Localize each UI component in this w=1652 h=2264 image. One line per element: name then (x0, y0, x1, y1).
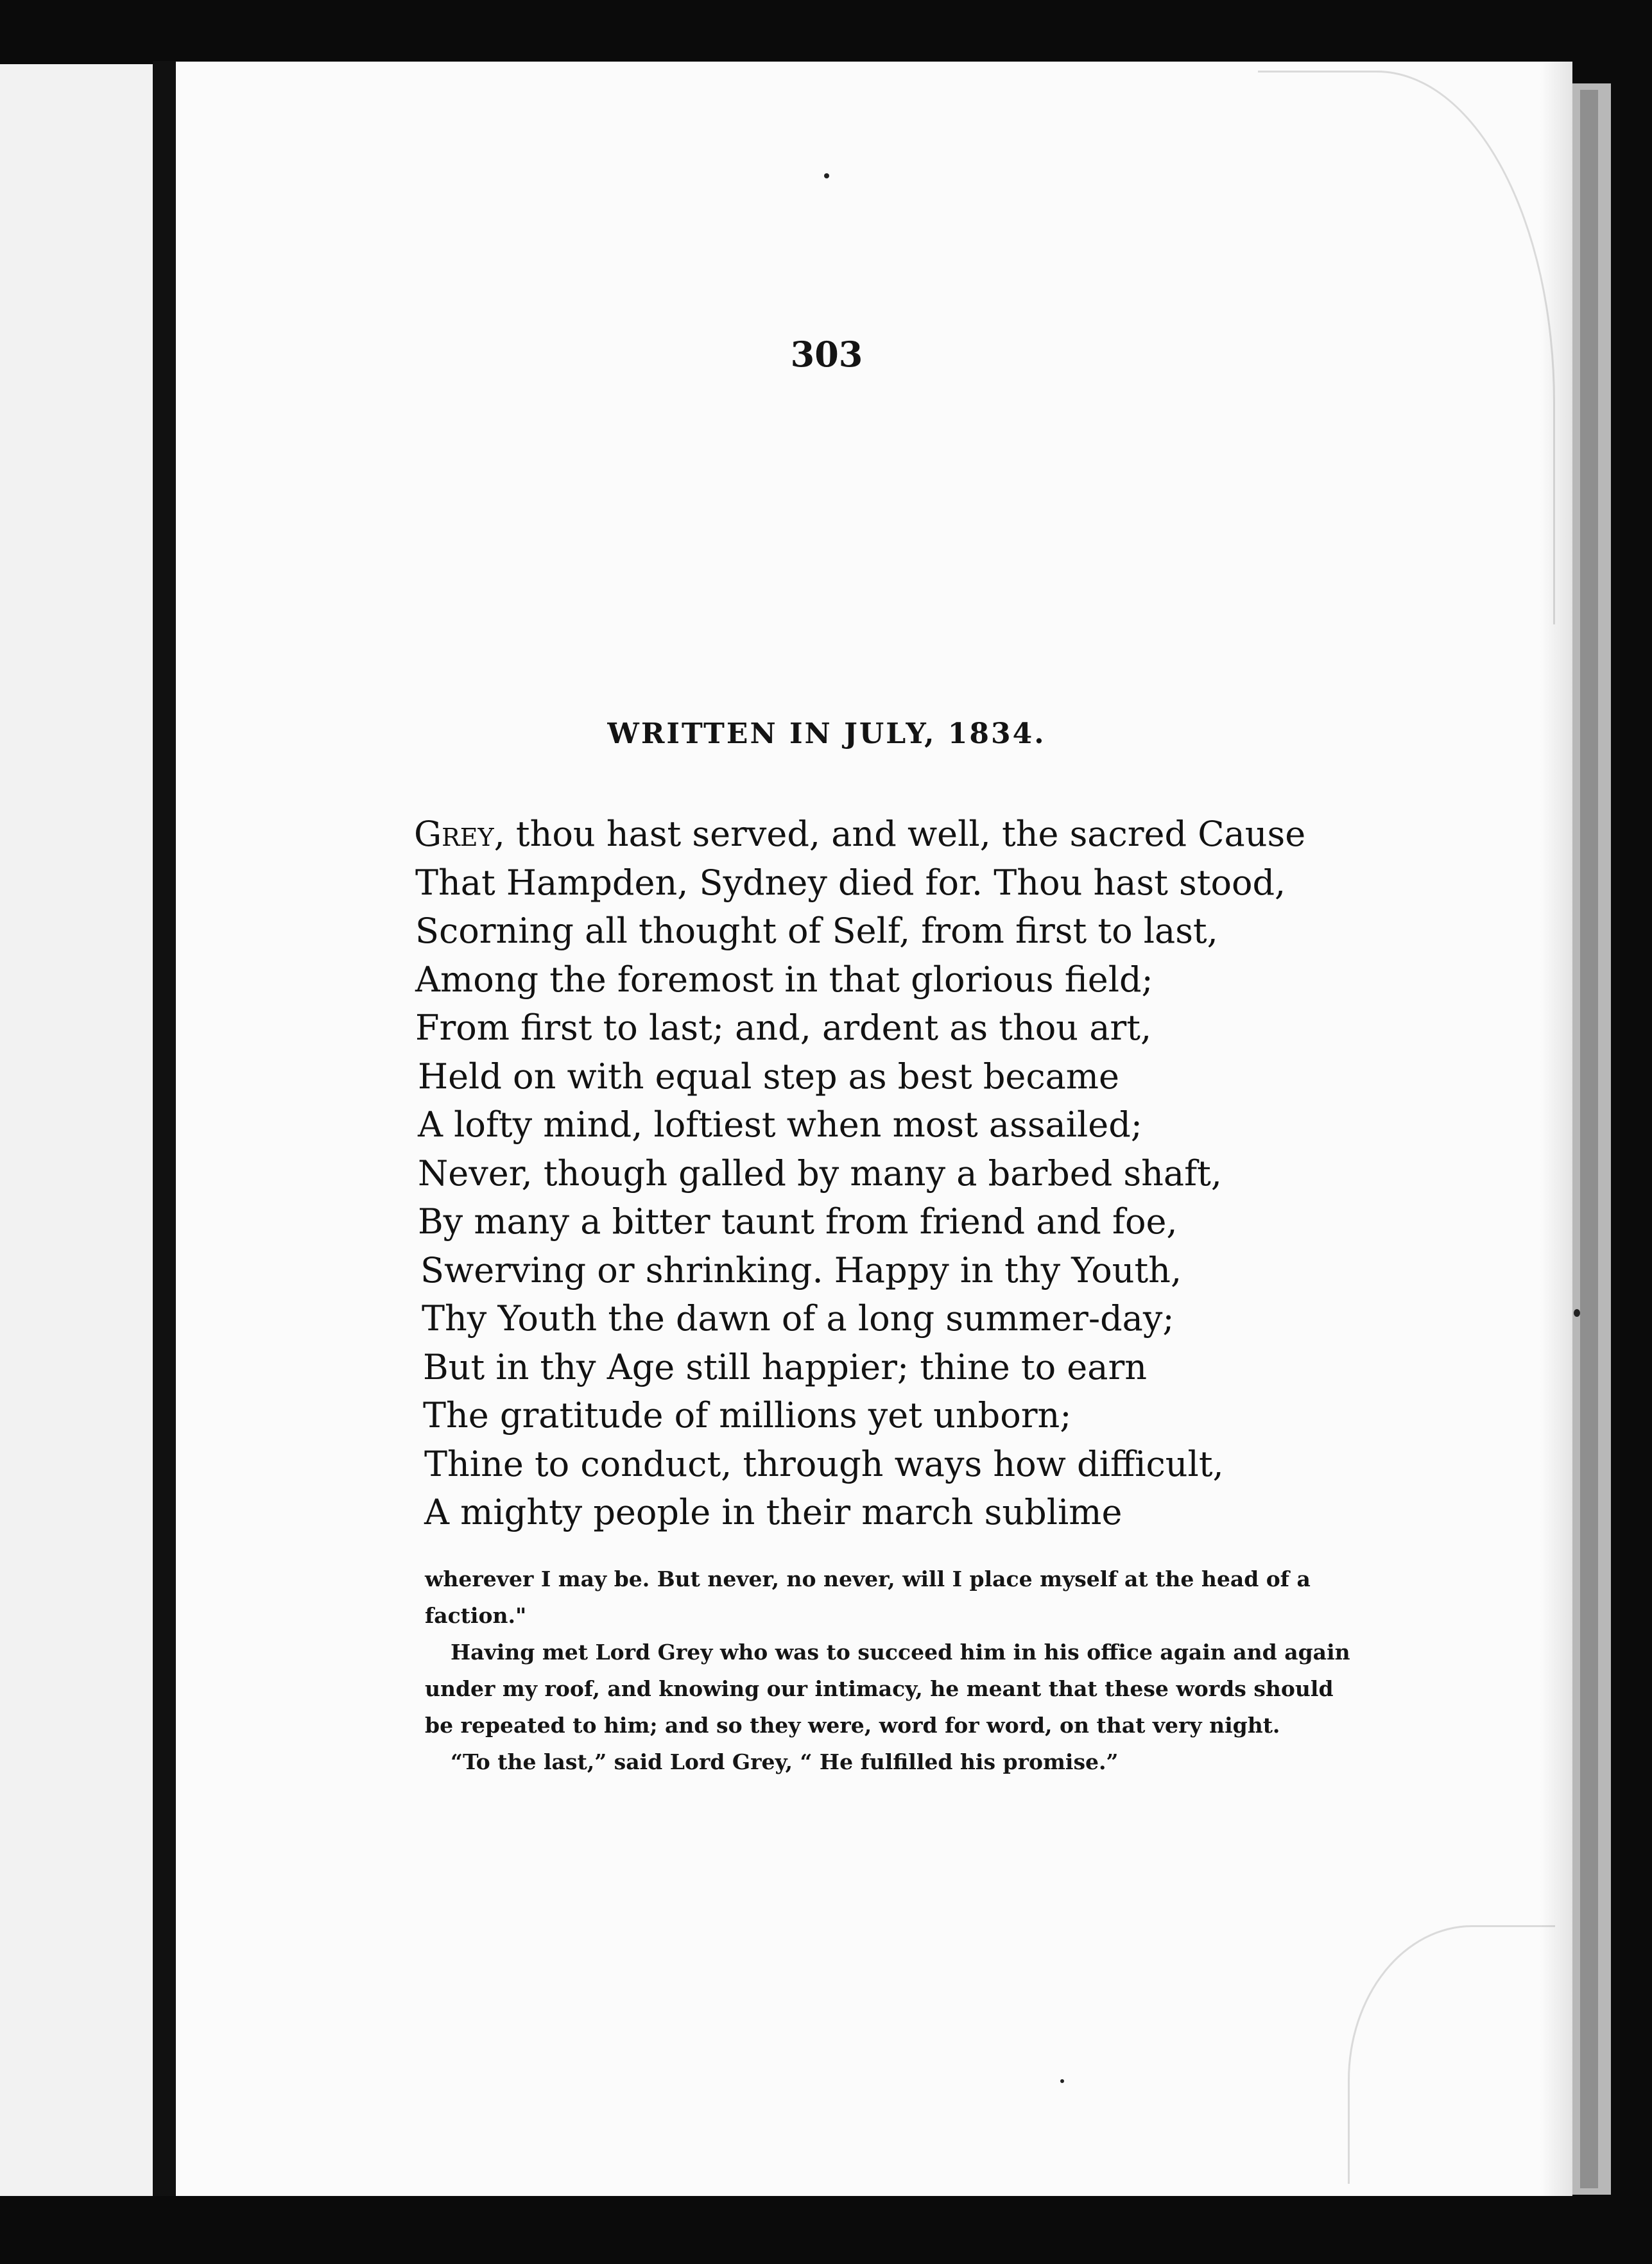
poem-line: Among the foremost in that glorious field; (415, 959, 1153, 1000)
poem-line: That Hampden, Sydney died for. Thou hast stood, (415, 862, 1286, 903)
right-page-edge-inner (1580, 90, 1598, 2188)
poem-line: Scorning all thought of Self, from first to last, (415, 911, 1218, 951)
ink-speck (1060, 2079, 1064, 2083)
ink-speck (1574, 1309, 1580, 1317)
page-number: 303 (790, 334, 863, 375)
poem-body (414, 810, 1306, 1537)
footnote-line: faction." (425, 1603, 527, 1628)
footnote-line: be repeated to him; and so they were, word for word, on that very night. (425, 1713, 1280, 1738)
poem-line: Swerving or shrinking. Happy in thy Youth, (420, 1249, 1182, 1291)
left-page-margin (0, 64, 153, 2196)
book-gutter (153, 61, 176, 2204)
poem-line: From first to last; and, ardent as thou art, (415, 1008, 1152, 1048)
poem-first-word: Grey (414, 814, 494, 854)
poem-line: Held on with equal step as best became (418, 1056, 1119, 1097)
poem-line: A mighty people in their march sublime (424, 1492, 1123, 1532)
footnote-line: wherever I may be. But never, no never, will I place myself at the head of a (425, 1566, 1311, 1591)
poem-line: Thy Youth the dawn of a long summer-day; (422, 1298, 1174, 1339)
poem-line: By many a bitter taunt from friend and foe, (418, 1201, 1178, 1242)
poem-line: The gratitude of millions yet unborn; (423, 1395, 1072, 1436)
poem-line: Thine to conduct, through ways how difficult, (424, 1443, 1224, 1484)
bottom-border (0, 2196, 1652, 2264)
footnote-line: Having met Lord Grey who was to succeed him in his office again and again (451, 1640, 1350, 1665)
ink-speck (824, 173, 829, 178)
footnote (425, 1561, 1350, 1780)
poem-line (414, 810, 1306, 859)
poem-title: WRITTEN IN JULY, 1834. (607, 717, 1046, 750)
footnote-line: “To the last,” said Lord Grey, “ He fulfilled his promise.” (451, 1749, 1119, 1774)
footnote-line: under my roof, and knowing our intimacy, he meant that these words should (425, 1676, 1334, 1701)
poem-line-text: , thou hast served, and well, the sacred Cause (494, 814, 1306, 854)
poem-line: A lofty mind, loftiest when most assailed; (418, 1104, 1142, 1145)
poem-line: Never, though galled by many a barbed shaft, (418, 1153, 1222, 1194)
poem-line: But in thy Age still happier; thine to earn (423, 1346, 1148, 1387)
